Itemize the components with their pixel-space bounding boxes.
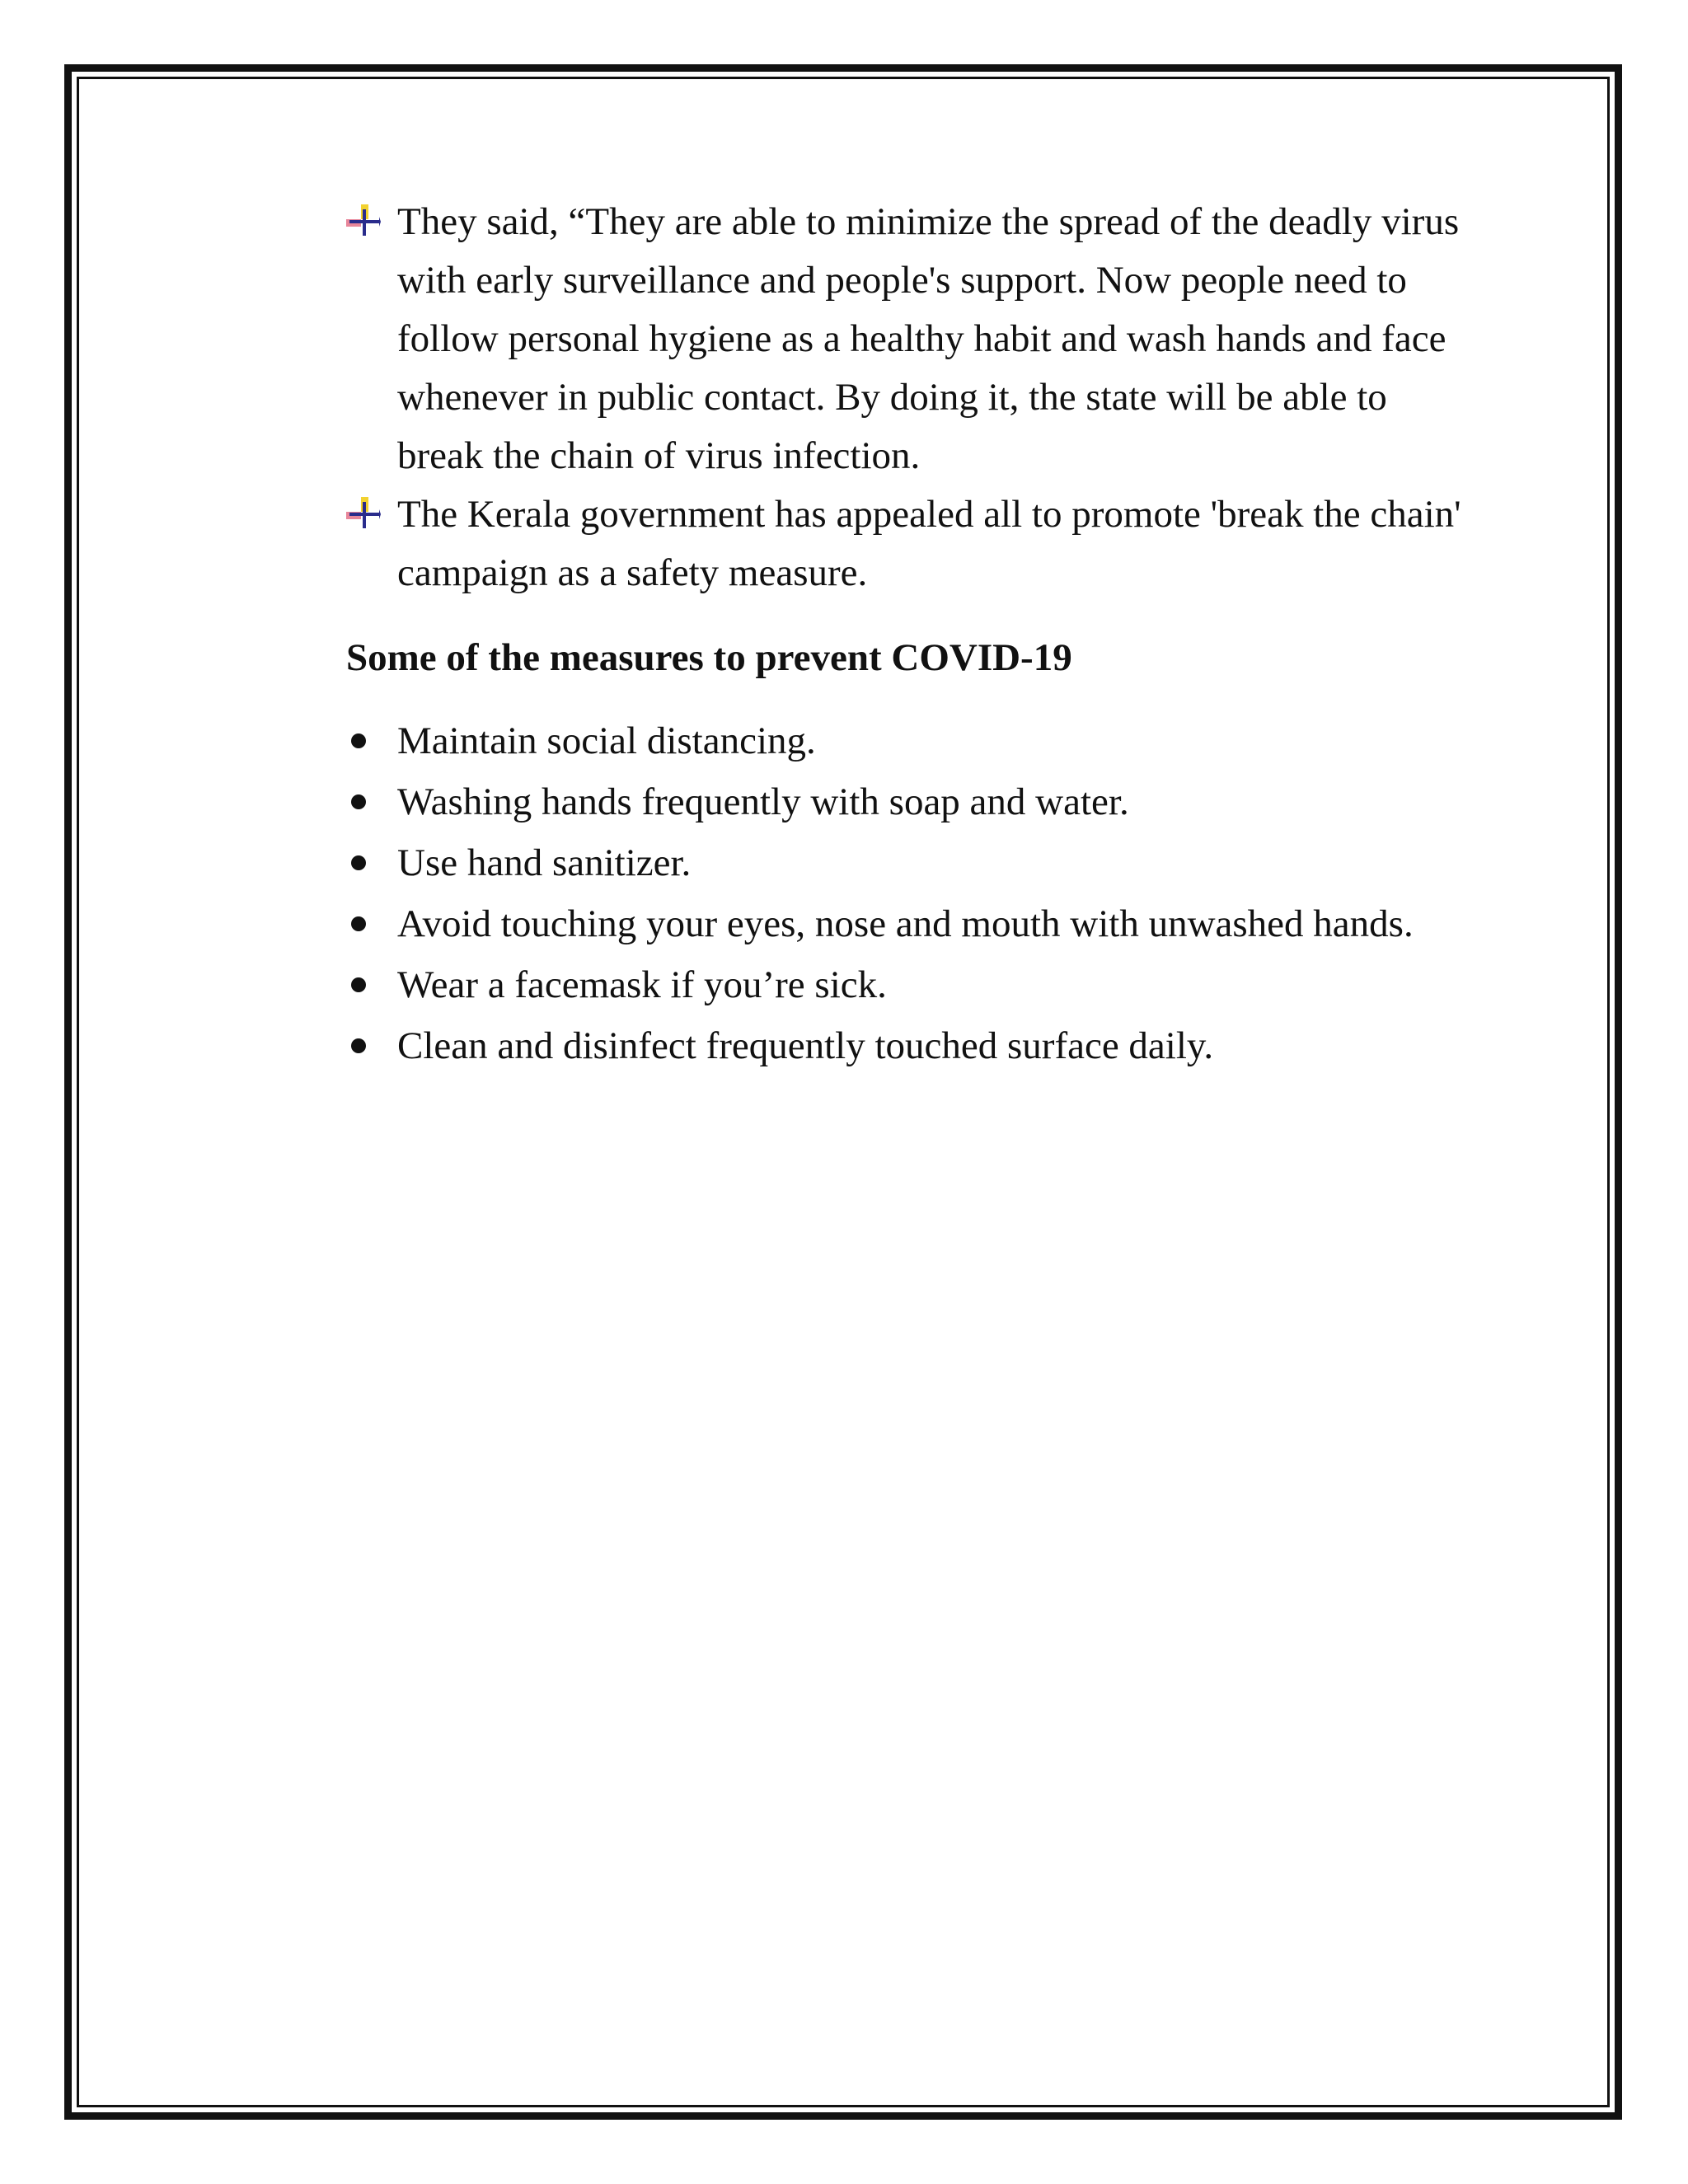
list-item	[346, 712, 1467, 771]
round-bullet-icon	[351, 855, 366, 870]
arrow-list-item	[346, 193, 1467, 485]
list-item	[346, 834, 1467, 893]
list-item	[346, 956, 1467, 1015]
list-item	[346, 895, 1467, 954]
four-way-arrow-bullet-icon	[346, 204, 381, 237]
arrow-list-item	[346, 485, 1467, 602]
round-bullet-icon	[351, 733, 366, 748]
list-item-text: Avoid touching your eyes, nose and mouth with unwashed hands.	[397, 902, 1414, 945]
arrow-list-item-text: They said, “They are able to minimize the spread of the deadly virus with early surveillance and people's support. Now people need to follow personal hygiene as a healthy habit and wash hands and face whenever in public contact. By doing it, the state will be able to break the chain of virus infection.	[397, 200, 1460, 477]
round-bullet-icon	[351, 977, 366, 992]
list-item	[346, 1017, 1467, 1076]
round-bullet-icon	[351, 1038, 366, 1053]
round-bullet-icon	[351, 794, 366, 809]
four-way-arrow-bullet-icon	[346, 497, 381, 530]
page-content	[346, 193, 1467, 1078]
list-item	[346, 773, 1467, 832]
list-item-text: Maintain social distancing.	[397, 719, 816, 762]
measures-list	[346, 712, 1467, 1076]
list-item-text: Wear a facemask if you’re sick.	[397, 963, 887, 1006]
list-item-text: Washing hands frequently with soap and water.	[397, 780, 1129, 823]
list-item-text: Clean and disinfect frequently touched surface daily.	[397, 1024, 1214, 1067]
arrow-list-item-text: The Kerala government has appealed all to promote 'break the chain' campaign as a safety measure.	[397, 493, 1461, 594]
arrow-bullet-list	[346, 193, 1467, 602]
section-heading: Some of the measures to prevent COVID-19	[346, 636, 1072, 679]
round-bullet-icon	[351, 916, 366, 931]
list-item-text: Use hand sanitizer.	[397, 841, 692, 884]
